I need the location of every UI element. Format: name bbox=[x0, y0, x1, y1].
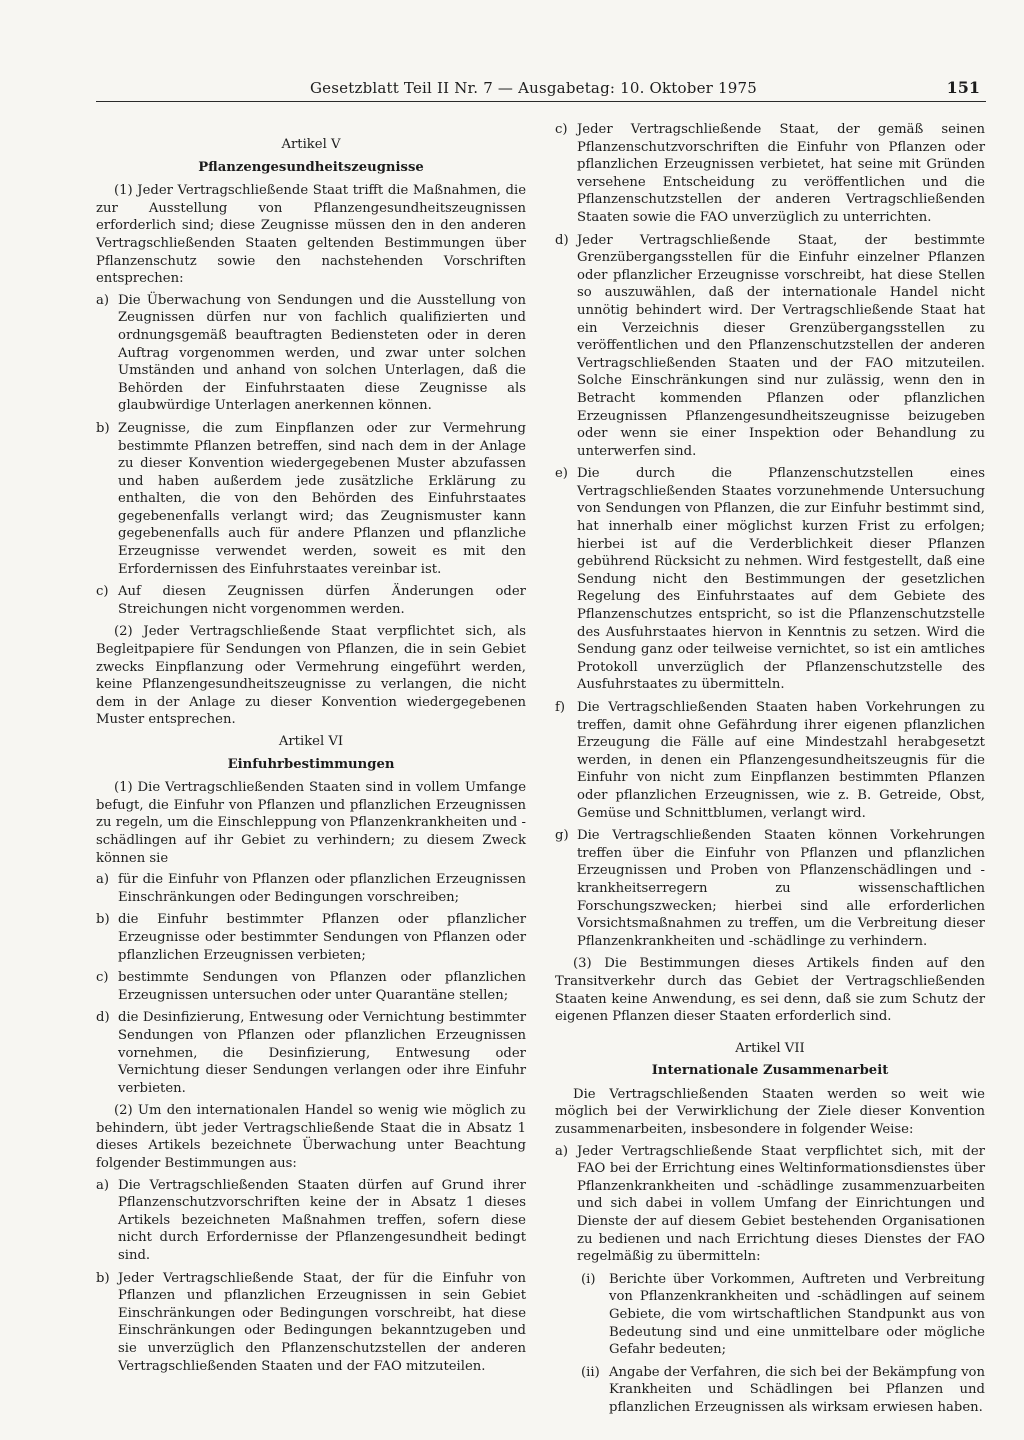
list-marker: f) bbox=[555, 700, 566, 715]
list-item bbox=[96, 911, 526, 964]
list-marker: a) bbox=[96, 292, 110, 308]
list-item bbox=[555, 232, 985, 461]
sub-list-item bbox=[555, 1271, 985, 1359]
list-item bbox=[96, 1270, 526, 1376]
list-text: die Desinfizierung, Entwesung oder Vernichtung bestimmter Sendungen von Pflanzen oder pflanzlichen Erzeugnissen vornehmen, die Desinfizierung, Entwesung oder Vernichtung dieser Sendungen verlangen oder ihre Einfuhr verbieten. bbox=[118, 1010, 526, 1096]
list-text: Zeugnisse, die zum Einpflanzen oder zur Vermehrung bestimmte Pflanzen betreffen, sind nach dem in der Anlage zu dieser Konvention wiedergegebenen Muster abzufassen und haben außerdem jede zusätzliche Erklärung zu enthalten, die von den Behörden des Einfuhrstaates gegebenenfalls verlangt wird; das Zeugnismuster kann gegebenenfalls auch für andere Pflanzen und pflanzliche Erzeugnisse verwendet werden, soweit es mit den Erfordernissen des Einfuhrstaates vereinbar ist. bbox=[118, 420, 526, 577]
list-marker: b) bbox=[96, 912, 110, 928]
paragraph: (2) Jeder Vertragschließende Staat verpflichtet sich, als Begleitpapiere für Sendungen von Pflanzen, die in sein Gebiet zwecks Einpflanzung oder Vermehrung eingeführt werden, keine Pflanzengesundheitszeugnisse zu verlangen, die nicht dem in der Anlage zu dieser Konvention wiedergegebenen Muster entsprechen. bbox=[96, 624, 526, 728]
page-number: 151 bbox=[946, 78, 980, 97]
article-heading: Artikel VII bbox=[735, 1040, 805, 1056]
list-text: Berichte über Vorkommen, Auftreten und Verbreitung von Pflanzenkrankheiten und -schädlingen auf seinem Gebiete, die vom wirtschaftlichen Standpunkt aus von Bedeutung sind und eine unmittelbare oder mögliche Gefahr bedeuten; bbox=[609, 1271, 985, 1358]
list-marker: e) bbox=[555, 466, 568, 482]
list-marker: g) bbox=[555, 828, 569, 844]
list-marker: (ii) bbox=[581, 1364, 600, 1380]
list-marker: d) bbox=[555, 232, 569, 248]
paragraph: (3) Die Bestimmungen dieses Artikels finden auf den Transitverkehr durch das Gebiet der Vertragschließenden Staaten keine Anwendung, es sei denn, daß sie zum Schutz der eigenen Pflanzen dieser Staaten erforderlich sind. bbox=[555, 956, 985, 1025]
list-text: Die Überwachung von Sendungen und die Ausstellung von Zeugnissen dürfen nur von fachlich qualifizierten und ordnungsgemäß beauftragten Bediensteten oder in deren Auftrag vorgenommen werden, und zwar unter solchen Umständen und anhand von solchen Unterlagen, daß die Behörden der Einfuhrstaaten diese Zeugnisse als glaubwürdige Unterlagen anerkennen können. bbox=[118, 292, 526, 414]
list-item bbox=[555, 699, 985, 822]
list-marker: d) bbox=[96, 1010, 110, 1026]
paragraph: (1) Die Vertragschließenden Staaten sind in vollem Umfange befugt, die Einfuhr von Pflanzen und pflanzlichen Erzeugnissen zu regeln, um die Einschleppung von Pflanzenkrankheiten und -schädlingen auf ihr Gebiet zu verhindern; zu diesem Zweck können sie bbox=[96, 780, 526, 866]
article-heading: Artikel V bbox=[281, 137, 341, 152]
paragraph: (2) Um den internationalen Handel so wenig wie möglich zu behindern, übt jeder Vertragschließende Staat die in Absatz 1 dieses Artikels bezeichnete Überwachung unter Beachtung folgender Bestimmungen aus: bbox=[96, 1103, 526, 1172]
list-item bbox=[555, 465, 985, 694]
page-header bbox=[96, 79, 986, 102]
list-item bbox=[96, 871, 526, 906]
publication-title: Gesetzblatt Teil II Nr. 7 — Ausgabetag: 10. Oktober 1975 bbox=[310, 79, 757, 97]
list-item bbox=[96, 1177, 526, 1265]
list-item bbox=[96, 1009, 526, 1097]
list-text: Auf diesen Zeugnissen dürfen Änderungen oder Streichungen nicht vorgenommen werden. bbox=[118, 584, 526, 617]
paragraph: Die Vertragschließenden Staaten werden so weit wie möglich bei der Verwirklichung der Ziele dieser Konvention zusammenarbeiten, insbesondere in folgender Weise: bbox=[555, 1086, 985, 1138]
list-marker: a) bbox=[96, 1177, 110, 1193]
list-marker: c) bbox=[96, 584, 109, 600]
list-text: Die Vertragschließenden Staaten dürfen auf Grund ihrer Pflanzenschutzvorschriften keine der in Absatz 1 dieses Artikels bezeichneten Maßnahmen treffen, sofern diese nicht durch Erfordernisse der Pflanzengesundheit bedingt sind. bbox=[118, 1177, 526, 1264]
list-text: Jeder Vertragschließende Staat verpflichtet sich, mit der FAO bei der Errichtung eines Weltinformationsdienstes über Pflanzenkrankheiten und -schädlinge zusammenzuarbeiten und sich dabei in vollem Umfang der Einrichtungen und Dienste der auf diesem Gebiet bestehenden Organisationen zu bedienen und nach Errichtung dieses Dienstes der FAO regelmäßig zu übermitteln: bbox=[577, 1143, 985, 1265]
list-item bbox=[96, 292, 526, 415]
list-item bbox=[555, 827, 985, 950]
list-text: Jeder Vertragschließende Staat, der gemäß seinen Pflanzenschutzvorschriften die Einfuhr von Pflanzen oder pflanzlichen Erzeugnissen verbietet, hat seine mit Gründen versehene Entscheidung zu veröffentlichen und die Pflanzenschutzstellen der anderen Vertragschließenden Staaten sowie die FAO unverzüglich zu unterrichten. bbox=[577, 122, 985, 225]
list-text: Die durch die Pflanzenschutzstellen eines Vertragschließenden Staates vorzunehmende Untersuchung von Sendungen von Pflanzen, die zur Einfuhr bestimmt sind, hat innerhalb einer möglichst kurzen Frist zu erfolgen; hierbei ist auf die Verderblichkeit dieser Pflanzen gebührend Rücksicht zu nehmen. Wird festgestellt, daß eine Sendung nicht den Bestimmungen der gesetzlichen Regelung des Einfuhrstaates auf dem Gebiete des Pflanzenschutzes entspricht, so ist die Pflanzenschutzstelle des Ausfuhrstaates hiervon in Kenntnis zu setzen. Wird die Sendung ganz oder teilweise vernichtet, so ist ein amtliches Protokoll unverzüglich der Pflanzenschutzstelle des Ausfuhrstaates zu übermitteln. bbox=[577, 466, 985, 693]
list-text: für die Einfuhr von Pflanzen oder pflanzlichen Erzeugnissen Einschränkungen oder Bedingungen vorschreiben; bbox=[118, 872, 526, 905]
list-text: bestimmte Sendungen von Pflanzen oder pflanzlichen Erzeugnissen untersuchen oder unter Quarantäne stellen; bbox=[118, 970, 526, 1003]
list-marker: a) bbox=[555, 1143, 569, 1159]
list-marker: c) bbox=[96, 970, 109, 986]
article-heading: Artikel VI bbox=[278, 734, 344, 749]
paragraph: (1) Jeder Vertragschließende Staat trifft die Maßnahmen, die zur Ausstellung von Pflanzengesundheitszeugnissen erforderlich sind; diese Zeugnisse müssen den in den anderen Vertragschließenden Staaten geltenden Bestimmungen über Pflanzenschutz sowie den nachstehenden Vorschriften entsprechen: bbox=[96, 183, 526, 287]
right-column bbox=[555, 121, 985, 1422]
list-marker: a) bbox=[96, 872, 110, 888]
list-marker: b) bbox=[96, 420, 110, 436]
list-item bbox=[555, 121, 985, 227]
list-text: Angabe der Verfahren, die sich bei der Bekämpfung von Krankheiten und Schädlingen bei Pflanzen und pflanzlichen Erzeugnissen als wirksam erwiesen haben. bbox=[609, 1364, 985, 1415]
article-title: Internationale Zusammenarbeit bbox=[651, 1063, 889, 1079]
article-title: Einfuhrbestimmungen bbox=[227, 756, 395, 772]
list-text: die Einfuhr bestimmter Pflanzen oder pflanzlicher Erzeugnisse oder bestimmter Sendungen von Pflanzen oder pflanzlichen Erzeugnissen verbieten; bbox=[118, 912, 526, 963]
list-text: Die Vertragschließenden Staaten können Vorkehrungen treffen über die Einfuhr von Pflanzen und pflanzlichen Erzeugnissen und Proben von Pflanzenschädlingen und -krankheitserregern zu wissenschaftlichen Forschungszwecken; hierbei sind alle erforderlichen Vorsichtsmaßnahmen zu treffen, um die Verbreitung dieser Pflanzenkrankheiten und -schädlinge zu verhindern. bbox=[577, 828, 985, 949]
list-marker: b) bbox=[96, 1270, 110, 1286]
list-item bbox=[96, 969, 526, 1004]
list-marker: c) bbox=[555, 122, 568, 137]
list-text: Jeder Vertragschließende Staat, der für die Einfuhr von Pflanzen und pflanzlichen Erzeugnissen in sein Gebiet Einschränkungen oder Bedingungen vorschreibt, hat diese Einschränkungen oder Bedingungen bekanntzugeben und sie unverzüglich den Pflanzenschutzstellen der anderen Vertragschließenden Staaten und der FAO mitzuteilen. bbox=[118, 1270, 526, 1374]
list-item bbox=[96, 583, 526, 618]
list-marker: (i) bbox=[581, 1271, 596, 1287]
list-text: Jeder Vertragschließende Staat, der bestimmte Grenzübergangsstellen für die Einfuhr einzelner Pflanzen oder pflanzlicher Erzeugnisse vorschreibt, hat diese Stellen so auszuwählen, daß der internationale Handel nicht unnötig behindert wird. Der Vertragschließende Staat hat ein Verzeichnis dieser Grenzübergangsstellen zu veröffentlichen und den Pflanzenschutzstellen der anderen Vertragschließenden Staaten und der FAO mitzuteilen. Solche Einschränkungen sind nur zulässig, wenn den in Betracht kommenden Pflanzen oder pflanzlichen Erzeugnissen Pflanzengesundheitszeugnisse beizugeben oder wenn sie einer Inspektion oder Behandlung zu unterwerfen sind. bbox=[577, 232, 985, 459]
sub-list-item bbox=[555, 1364, 985, 1417]
list-item bbox=[555, 1143, 985, 1266]
article-title: Pflanzengesundheitszeugnisse bbox=[198, 159, 424, 175]
list-text: Die Vertragschließenden Staaten haben Vorkehrungen zu treffen, damit ohne Gefährdung ihrer eigenen pflanzlichen Erzeugung die Fälle auf eine Mindestzahl herabgesetzt werden, in denen ein Pflanzengesundheitszeugnis für die Einfuhr von nicht zum Einpflanzen bestimmten Pflanzen oder pflanzlichen Erzeugnissen, wie z. B. Getreide, Obst, Gemüse und Schnittblumen, verlangt wird. bbox=[577, 700, 985, 821]
left-column bbox=[96, 136, 526, 1380]
list-item bbox=[96, 420, 526, 578]
